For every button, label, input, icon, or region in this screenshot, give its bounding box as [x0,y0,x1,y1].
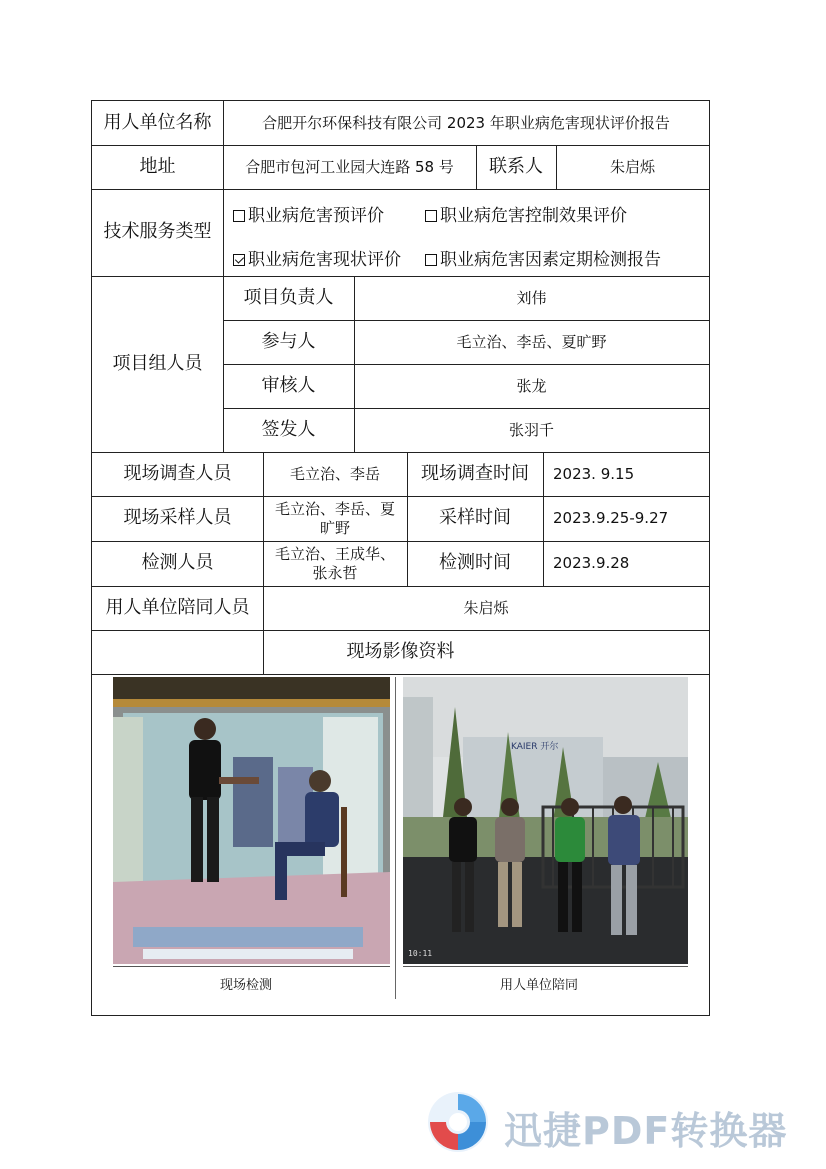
watermark-text: 迅捷PDF转换器 [504,1109,788,1153]
service-option-pre[interactable]: 职业病危害预评价 [233,201,384,226]
checkbox-icon [425,210,437,222]
survey-time-label: 现场调查时间 [421,462,529,484]
contact-value: 朱启烁 [609,157,655,176]
testing-label: 检测人员 [141,552,214,574]
right-photo-caption: 用人单位陪同 [500,978,579,993]
sampling-time: 2023.9.25-9.27 [553,509,669,528]
survey-label: 现场调查人员 [123,462,232,484]
employer-value: 合肥开尔环保科技有限公司 2023 年职业病危害现状评价报告 [262,113,670,132]
service-option-control[interactable]: 职业病危害控制效果评价 [425,201,627,226]
team-role: 参与人 [261,330,316,352]
survey-time: 2023. 9.15 [553,464,635,483]
team-role: 项目负责人 [243,286,334,308]
sampling-people: 毛立治、李岳、夏旷野 [274,499,395,537]
images-title: 现场影像资料 [346,640,455,662]
onsite-detection-photo [113,677,390,964]
watermark [426,1090,806,1154]
testing-time-label: 检测时间 [439,552,511,574]
address-label: 地址 [139,155,176,177]
service-type-label: 技术服务类型 [103,221,212,243]
left-photo-caption: 现场检测 [220,978,273,993]
checkbox-icon [233,210,245,222]
team-role: 审核人 [261,374,316,396]
employer-escort-photo [403,677,688,964]
testing-time: 2023.9.28 [553,554,630,573]
app-logo-icon [426,1090,490,1154]
checked-checkbox-icon [233,254,245,266]
photo-timestamp: 10:11 [408,949,433,958]
employer-label: 用人单位名称 [103,111,212,133]
service-option-periodic[interactable]: 职业病危害因素定期检测报告 [425,245,661,270]
checkbox-icon [425,254,437,266]
survey-people: 毛立治、李岳 [289,464,380,483]
team-role: 签发人 [261,418,316,440]
team-name: 刘伟 [516,288,547,307]
testing-people: 毛立治、王成华、张永哲 [274,544,395,582]
team-name: 张羽千 [508,420,554,439]
contact-label: 联系人 [489,155,543,177]
team-name: 张龙 [516,376,547,395]
team-label: 项目组人员 [112,352,203,374]
sampling-time-label: 采样时间 [439,507,511,529]
building-sign: KAIER 开尔 [511,742,559,752]
sampling-label: 现场采样人员 [123,507,232,529]
service-option-status[interactable]: 职业病危害现状评价 [233,245,401,270]
address-value: 合肥市包河工业园大连路 58 号 [245,157,454,176]
team-name: 毛立治、李岳、夏旷野 [456,332,607,351]
escort-label: 用人单位陪同人员 [105,596,250,618]
escort-value: 朱启烁 [463,598,509,617]
